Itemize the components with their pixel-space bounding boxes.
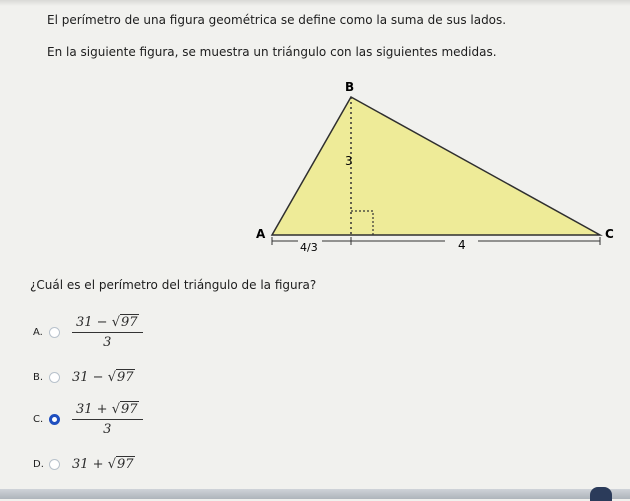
vertex-b-label: B [345, 80, 355, 94]
option-d[interactable] [33, 457, 135, 472]
option-a[interactable] [33, 315, 143, 350]
radio-icon[interactable] [49, 459, 60, 470]
definition-text: El perímetro de una figura geométrica se define como la suma de sus lados. [47, 13, 507, 27]
option-b[interactable] [33, 370, 135, 385]
question-text: ¿Cuál es el perímetro del triángulo de la figura? [30, 278, 317, 292]
radio-selected-icon[interactable] [49, 414, 60, 425]
bottom-bar [0, 489, 630, 499]
vertex-c-label: C [605, 227, 614, 241]
option-a-formula: $\frac{31 - √97}{3}$ [72, 315, 143, 350]
option-d-formula: 31 + √97 [72, 457, 134, 472]
left-base-label: 4/3 [300, 241, 318, 254]
figure-intro-text: En la siguiente figura, se muestra un triángulo con las siguientes medidas. [47, 45, 497, 59]
vertex-a-label: A [256, 227, 266, 241]
option-letter: C. [33, 414, 44, 425]
option-b-formula: 31 − √97 [72, 370, 134, 385]
option-letter: A. [33, 327, 43, 338]
option-c-formula: $\frac{31 + √97}{3}$ [72, 402, 143, 437]
right-base-label: 4 [458, 238, 466, 252]
option-c[interactable] [33, 402, 143, 437]
option-letter: D. [33, 459, 44, 470]
option-letter: B. [33, 372, 44, 383]
radio-icon[interactable] [49, 327, 60, 338]
radio-icon[interactable] [49, 372, 60, 383]
height-label: 3 [345, 154, 353, 168]
triangle-shape [272, 97, 600, 235]
